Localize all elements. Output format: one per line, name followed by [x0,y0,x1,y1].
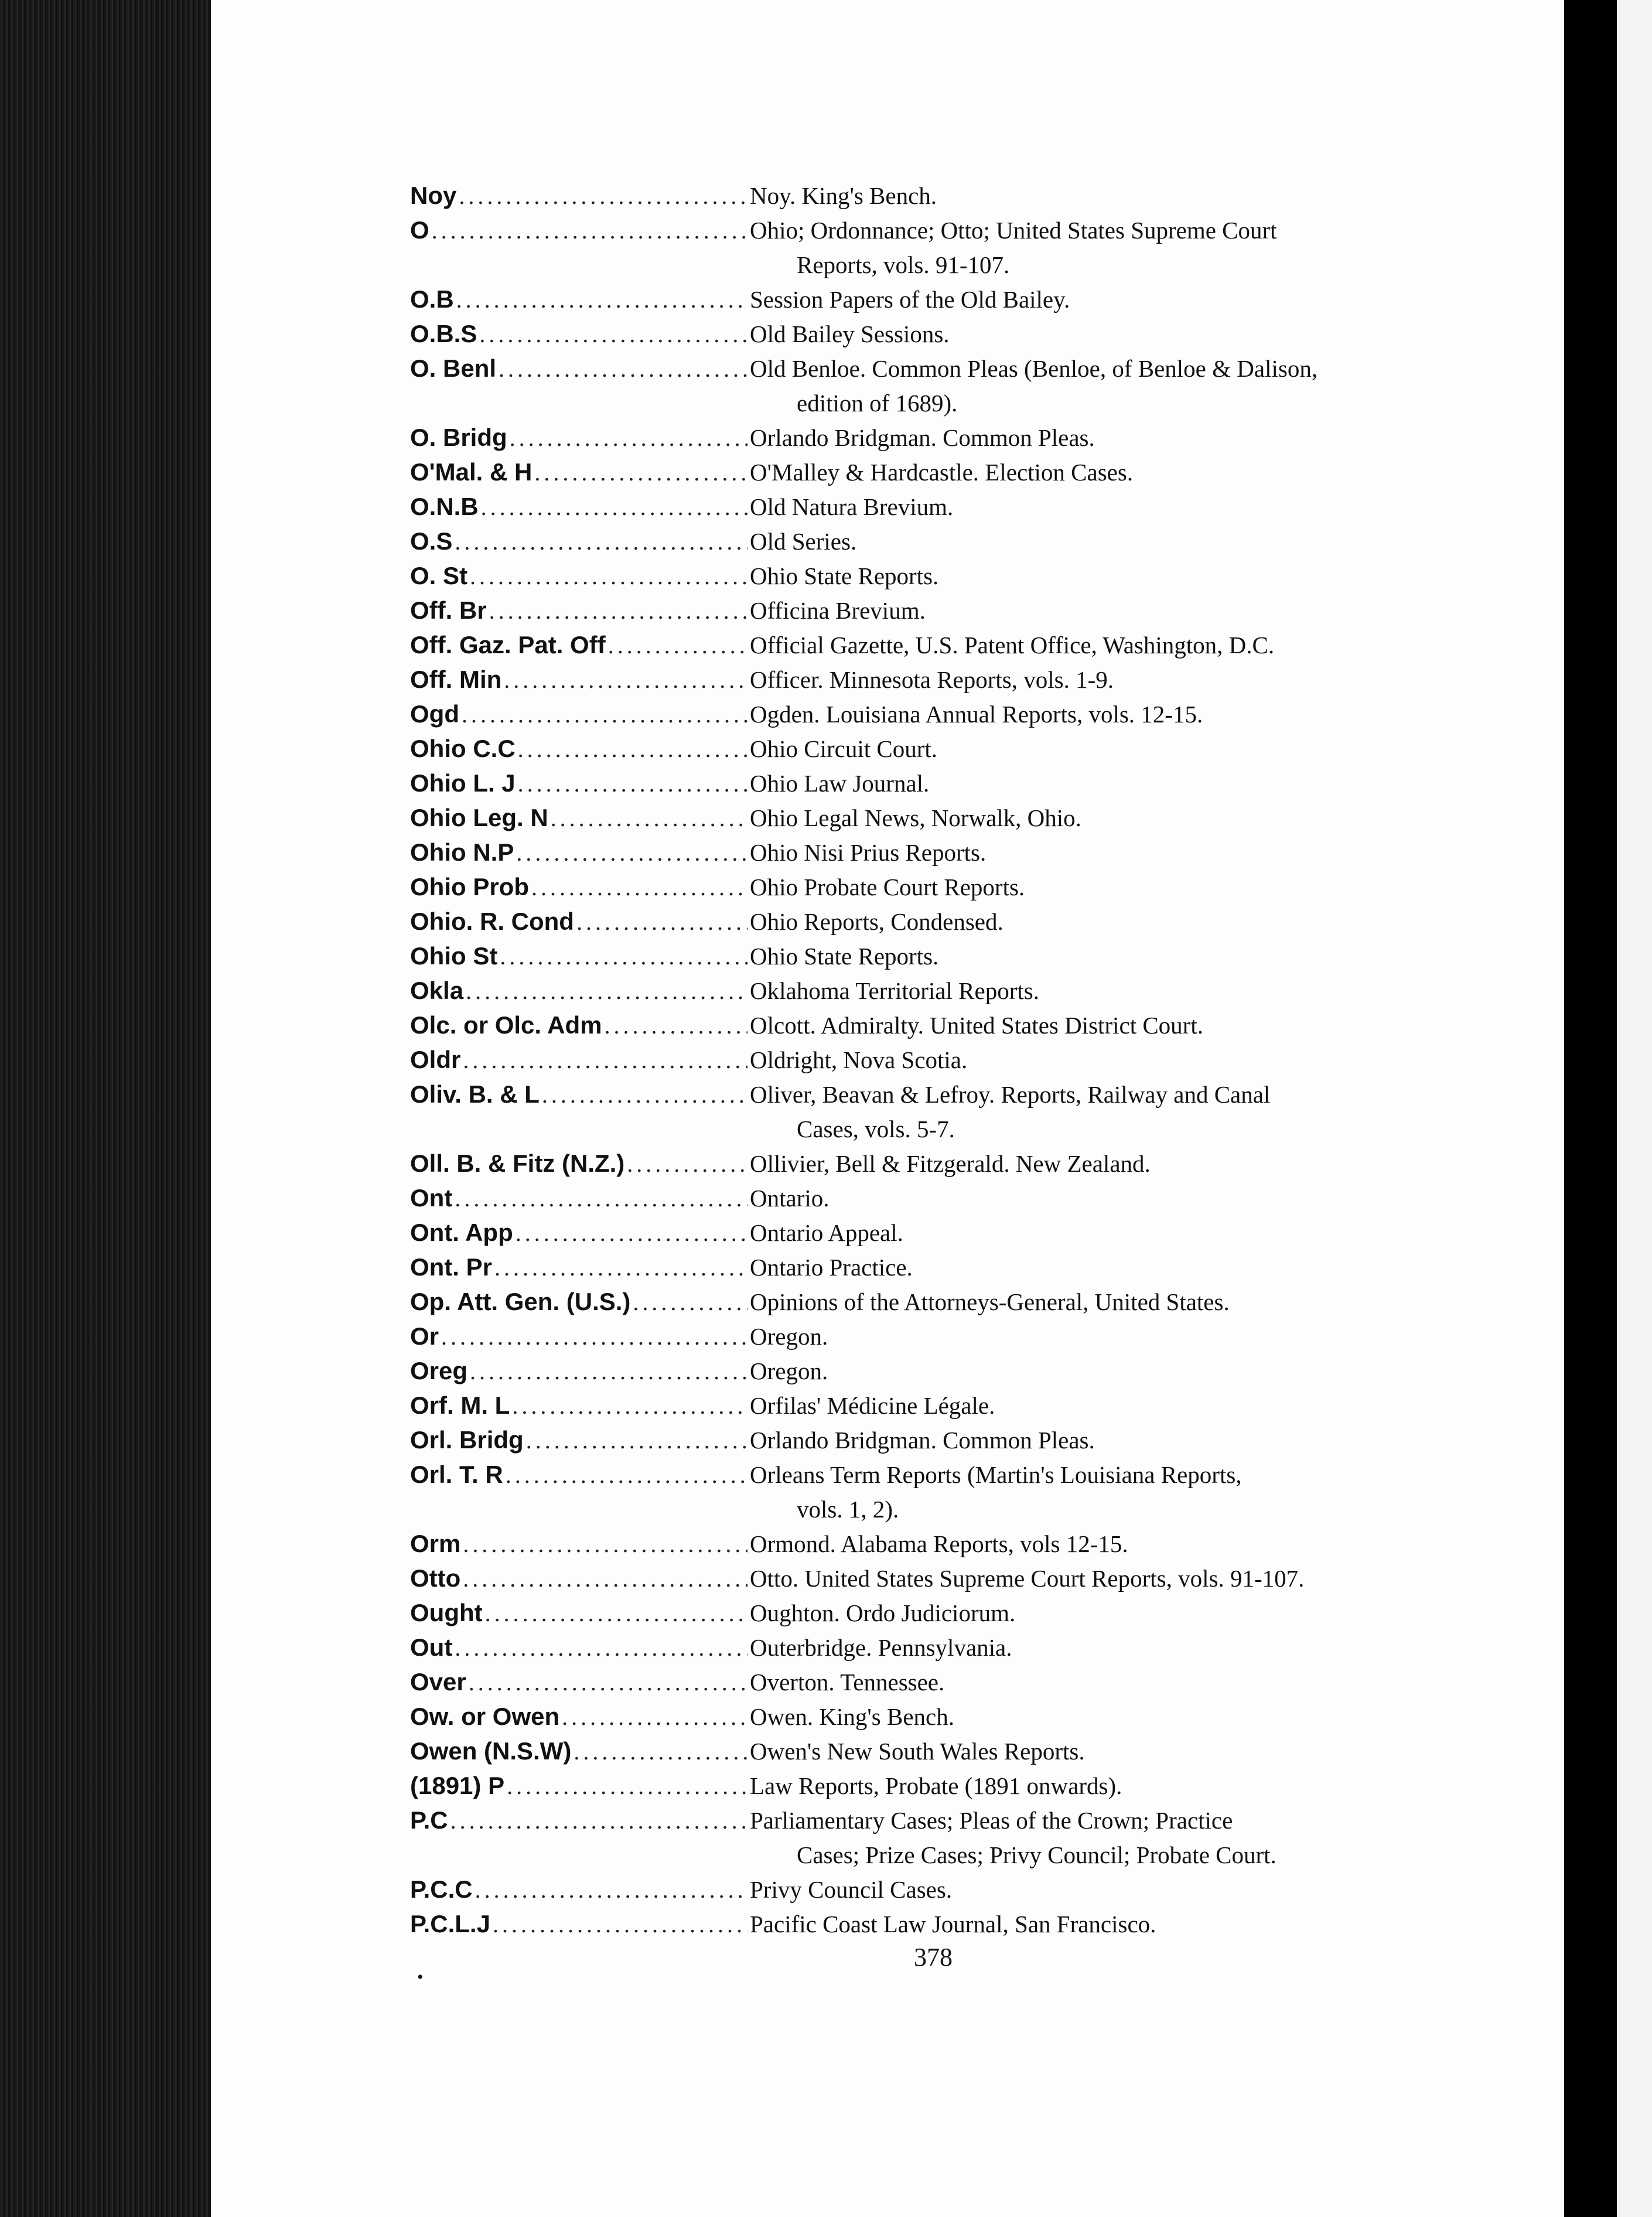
expansion: Orfilas' Médicine Légale. [750,1392,995,1419]
abbreviation: Orl. Bridg [410,1426,524,1454]
dot-leader [608,632,748,659]
expansion: Law Reports, Probate (1891 onwards). [750,1772,1122,1799]
abbreviation: Oreg [410,1357,468,1384]
expansion: Privy Council Cases. [750,1876,953,1903]
expansion: Olcott. Admiralty. United States District Court. [750,1012,1203,1039]
dot-leader [531,874,748,901]
expansion: Old Natura Brevium. [750,493,954,520]
abbreviation: Over [410,1668,466,1696]
expansion: Ontario. [750,1185,830,1212]
dot-leader [534,459,748,486]
expansion: Ohio Probate Court Reports. [750,874,1025,901]
abbreviation: Noy [410,182,457,209]
dot-leader [510,424,748,452]
expansion: Ohio Legal News, Norwalk, Ohio. [750,804,1081,831]
entry-line [410,1426,1506,1461]
entry-line [410,1737,1506,1772]
dot-leader [512,1392,748,1420]
abbreviation: Orm [410,1530,461,1557]
entry-line [410,527,1506,562]
dot-leader [463,1565,748,1592]
dot-leader [518,735,748,763]
list-item [410,1461,1506,1530]
expansion: Ohio State Reports. [750,943,939,970]
abbreviation: (1891) P [410,1772,505,1799]
expansion: Ollivier, Bell & Fitzgerald. New Zealand. [750,1150,1151,1177]
dot-leader [463,1530,748,1558]
abbreviation: Ohio Prob [410,873,529,901]
list-item [410,1253,1506,1288]
entry-line [410,1461,1506,1495]
expansion: Orlando Bridgman. Common Pleas. [750,424,1095,451]
entry-line [410,285,1506,320]
list-item [410,1668,1506,1703]
list-item [410,1184,1506,1219]
entry-line [410,769,1506,804]
expansion: Ogden. Louisiana Annual Reports, vols. 12-15. [750,701,1203,728]
list-item [410,527,1506,562]
entry-line [410,1875,1506,1910]
dot-leader [432,217,748,244]
abbreviation: Okla [410,977,464,1004]
entry-line [410,838,1506,873]
entry-line [410,908,1506,942]
abbreviation: O.N.B [410,493,479,520]
entry-line [410,1080,1506,1115]
list-item [410,1288,1506,1322]
abbreviation: Orl. T. R [410,1461,503,1488]
list-item [410,838,1506,873]
dot-leader [469,1669,748,1696]
dot-leader [455,1634,748,1662]
abbreviation: Owen (N.S.W) [410,1737,572,1765]
list-item [410,1219,1506,1253]
abbreviation: Olc. or Olc. Adm [410,1011,602,1039]
abbreviation: Ought [410,1599,483,1626]
entry-line [410,873,1506,908]
list-item [410,1011,1506,1046]
expansion: Owen's New South Wales Reports. [750,1738,1085,1765]
dot-leader [504,666,748,694]
expansion: Oklahoma Territorial Reports. [750,977,1039,1004]
dot-leader [506,1461,748,1489]
abbreviation: Orf. M. L [410,1391,510,1419]
list-item [410,285,1506,320]
dot-leader [441,1323,748,1350]
dot-leader [475,1876,748,1904]
expansion: Orleans Term Reports (Martin's Louisiana Reports, [750,1461,1242,1488]
print-mark: • [417,1967,424,1987]
list-item [410,1391,1506,1426]
entry-line [410,216,1506,251]
expansion: Ohio Circuit Court. [750,735,938,762]
abbreviation: O. St [410,562,468,589]
dot-leader [470,1358,748,1385]
expansion: Opinions of the Attorneys-General, United States. [750,1288,1230,1315]
dot-leader [466,977,748,1005]
abbreviation: Ow. or Owen [410,1703,560,1730]
abbreviation: Ohio Leg. N [410,804,548,831]
dot-leader [542,1081,748,1108]
list-item [410,631,1506,666]
abbreviation: O. Bridg [410,424,507,451]
expansion: Ohio Nisi Prius Reports. [750,839,987,866]
expansion-continuation: vols. 1, 2). [797,1496,899,1523]
list-item [410,1633,1506,1668]
entry-line [410,596,1506,631]
expansion: Parliamentary Cases; Pleas of the Crown; Practice [750,1807,1233,1834]
expansion: Oregon. [750,1358,828,1384]
dot-leader [605,1012,748,1039]
expansion-continuation: Cases, vols. 5-7. [797,1116,955,1142]
list-item [410,1564,1506,1599]
expansion: Ohio State Reports. [750,562,939,589]
abbreviation: P.C [410,1806,448,1834]
entry-line [410,942,1506,977]
list-item [410,562,1506,596]
expansion: Ohio Law Journal. [750,770,930,797]
abbreviation: Ogd [410,700,459,728]
dot-leader [576,908,748,936]
page-number: 378 [914,1943,953,1972]
list-item [410,458,1506,493]
list-item [410,182,1506,216]
book-page-edges [0,0,211,2217]
abbreviation: Oll. B. & Fitz (N.Z.) [410,1150,625,1177]
entry-line [410,1288,1506,1322]
entry-line [410,735,1506,769]
entry-line [410,320,1506,354]
expansion: Ontario Appeal. [750,1219,903,1246]
dot-leader [507,1772,748,1800]
dot-leader [499,355,748,383]
adjacent-page-strip [1617,0,1652,2217]
abbreviation: Op. Att. Gen. (U.S.) [410,1288,631,1315]
list-item [410,1357,1506,1391]
list-item [410,596,1506,631]
expansion: O'Malley & Hardcastle. Election Cases. [750,459,1134,486]
entry-line [410,1564,1506,1599]
entry-line [410,182,1506,216]
expansion: Otto. United States Supreme Court Reports, vols. 91-107. [750,1565,1305,1592]
list-item [410,977,1506,1011]
entry-line [410,1391,1506,1426]
expansion: Officer. Minnesota Reports, vols. 1-9. [750,666,1114,693]
list-item [410,1806,1506,1875]
abbreviation: O.B [410,285,454,313]
abbreviation: O'Mal. & H [410,458,533,486]
entry-line [410,354,1506,389]
list-item [410,804,1506,838]
abbreviation: Off. Br [410,596,487,624]
entry-line [410,424,1506,458]
dot-leader [455,1185,748,1212]
abbreviation: Ohio N.P [410,838,514,866]
abbreviation: Or [410,1322,439,1350]
list-item [410,424,1506,458]
list-item [410,1426,1506,1461]
expansion: Oldright, Nova Scotia. [750,1046,968,1073]
entry-line [410,631,1506,666]
dot-leader [481,493,748,521]
abbreviation: O.B.S [410,320,477,347]
dot-leader [479,320,748,348]
abbreviation: Off. Gaz. Pat. Off [410,631,606,659]
abbreviation: Off. Min [410,666,502,693]
expansion: Oliver, Beavan & Lefroy. Reports, Railway and Canal [750,1081,1271,1108]
expansion: Oughton. Ordo Judiciorum. [750,1599,1016,1626]
abbreviation: Oliv. B. & L [410,1080,540,1108]
list-item [410,1875,1506,1910]
dot-leader [489,597,748,625]
abbreviation: Ont. Pr [410,1253,493,1281]
entry-line [410,1806,1506,1841]
abbreviation: Ohio. R. Cond [410,908,574,935]
expansion: Session Papers of the Old Bailey. [750,286,1070,313]
dot-leader [485,1599,748,1627]
abbreviation: Otto [410,1564,461,1592]
abbreviation: Oldr [410,1046,461,1073]
list-item [410,1599,1506,1633]
list-item [410,1046,1506,1080]
dot-leader [455,528,748,555]
expansion: Oregon. [750,1323,828,1350]
list-item [410,1150,1506,1184]
list-item [410,1737,1506,1772]
entry-line [410,1530,1506,1564]
dot-leader [516,839,748,867]
abbreviation: Ont. App [410,1219,513,1246]
list-item [410,216,1506,285]
entry-line [410,977,1506,1011]
list-item [410,735,1506,769]
expansion: Ormond. Alabama Reports, vols 12-15. [750,1530,1128,1557]
expansion: Old Benloe. Common Pleas (Benloe, of Benloe & Dalison, [750,355,1318,382]
expansion: Overton. Tennessee. [750,1669,945,1696]
abbreviation: Ohio L. J [410,769,516,797]
dot-leader [627,1150,748,1178]
entry-line [410,1184,1506,1219]
list-item [410,354,1506,424]
list-item [410,1910,1506,1945]
dot-leader [551,804,748,832]
list-item [410,908,1506,942]
entry-line [410,458,1506,493]
entry-line [410,493,1506,527]
abbreviation: Ohio C.C [410,735,516,762]
entry-line [410,1599,1506,1633]
expansion: Old Bailey Sessions. [750,320,950,347]
abbreviation: Out [410,1633,453,1661]
entry-line [410,1772,1506,1806]
dot-leader [518,770,748,797]
expansion: Ohio; Ordonnance; Otto; United States Supreme Court [750,217,1277,244]
list-item [410,769,1506,804]
list-item [410,1322,1506,1357]
abbreviation: O. Benl [410,354,497,382]
entry-line [410,1633,1506,1668]
list-item [410,1772,1506,1806]
expansion: Old Series. [750,528,857,555]
abbreviation: P.C.L.J [410,1910,490,1938]
entry-line [410,1668,1506,1703]
list-item [410,493,1506,527]
entry-line [410,1357,1506,1391]
dot-leader [493,1911,748,1938]
list-item [410,873,1506,908]
dot-leader [500,943,748,970]
expansion-continuation: Reports, vols. 91-107. [797,251,1010,278]
list-item [410,700,1506,735]
dot-leader [494,1254,748,1281]
abbreviation: Ont [410,1184,453,1212]
dot-leader [456,286,748,313]
list-item [410,666,1506,700]
dot-leader [516,1219,748,1247]
expansion: Orlando Bridgman. Common Pleas. [750,1427,1095,1454]
entry-line [410,1219,1506,1253]
expansion-continuation: edition of 1689). [797,390,958,417]
expansion: Pacific Coast Law Journal, San Francisco. [750,1911,1156,1938]
expansion: Owen. King's Bench. [750,1703,955,1730]
dot-leader [526,1427,748,1454]
list-item [410,1703,1506,1737]
dot-leader [633,1288,748,1316]
list-item [410,320,1506,354]
entry-line [410,1703,1506,1737]
expansion: Ontario Practice. [750,1254,913,1281]
entry-line [410,1011,1506,1046]
abbreviation-list [410,182,1506,1945]
entry-line [410,1322,1506,1357]
dot-leader [450,1807,748,1834]
entry-line [410,700,1506,735]
dot-leader [462,701,748,728]
abbreviation: Ohio St [410,942,498,970]
entry-line [410,1253,1506,1288]
list-item [410,1530,1506,1564]
dot-leader [459,182,748,210]
expansion: Officina Brevium. [750,597,926,624]
dot-leader [574,1738,748,1765]
expansion: Ohio Reports, Condensed. [750,908,1004,935]
entry-line [410,1910,1506,1945]
dot-leader [470,562,748,590]
expansion: Outerbridge. Pennsylvania. [750,1634,1012,1661]
abbreviation: O.S [410,527,453,555]
expansion: Official Gazette, U.S. Patent Office, Washington, D.C. [750,632,1275,659]
entry-line [410,1046,1506,1080]
expansion-continuation: Cases; Prize Cases; Privy Council; Probate Court. [797,1841,1276,1868]
entry-line [410,804,1506,838]
entry-line [410,1150,1506,1184]
entry-line [410,562,1506,596]
abbreviation: O [410,216,429,244]
list-item [410,1080,1506,1150]
dot-leader [463,1046,748,1074]
abbreviation: P.C.C [410,1875,473,1903]
dot-leader [562,1703,748,1731]
list-item [410,942,1506,977]
expansion: Noy. King's Bench. [750,182,937,209]
entry-line [410,666,1506,700]
